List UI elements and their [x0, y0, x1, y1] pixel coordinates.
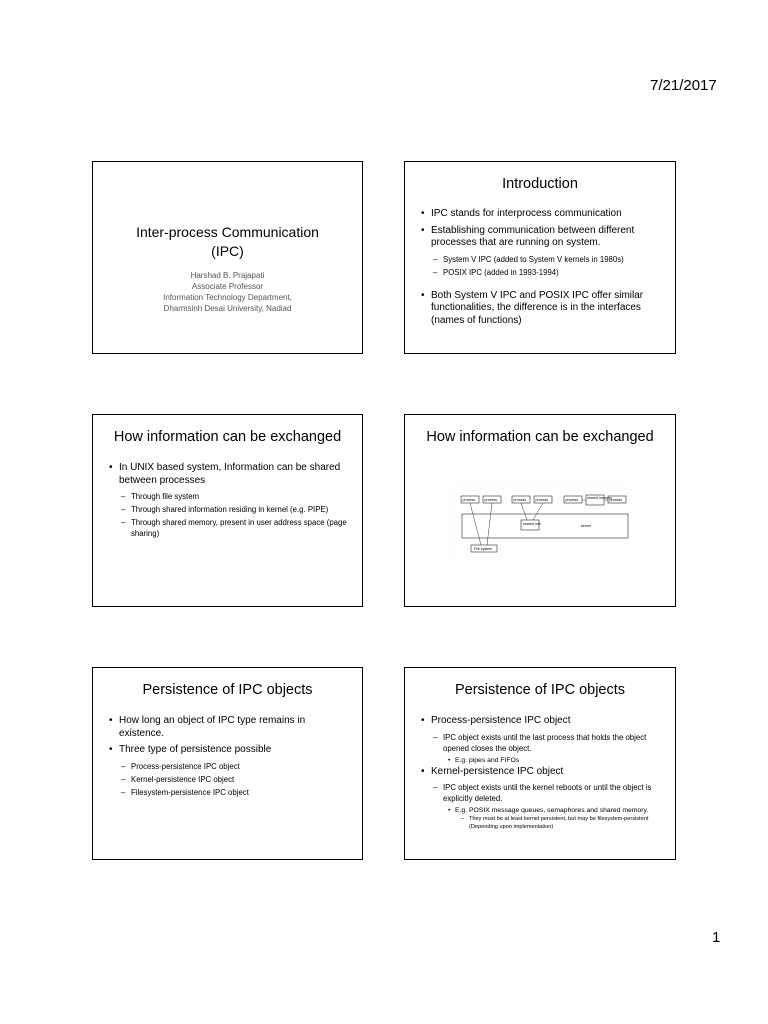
- slide-persistence-details: [404, 667, 676, 860]
- sub-bullet: – Through shared memory, present in user address space (page sharing): [107, 517, 348, 539]
- diagram-label: process: [484, 498, 498, 502]
- slide-heading: Persistence of IPC objects: [142, 682, 313, 698]
- diagram-label: shared info: [523, 522, 541, 526]
- slide-body: [93, 715, 362, 800]
- slide-heading: Introduction: [502, 176, 578, 192]
- sub-bullet: – Filesystem-persistence IPC object: [107, 787, 348, 798]
- ipc-diagram: [453, 485, 629, 563]
- sub-bullet: – IPC object exists until the kernel reboots or until the object is explicitly deleted.: [419, 782, 661, 804]
- bullet: • Three type of persistence possible: [107, 744, 348, 757]
- bullet: • In UNIX based system, Information can be shared between processes: [107, 462, 348, 487]
- diagram-label: process: [462, 498, 476, 502]
- kernel-box: [462, 514, 628, 538]
- bullet: • IPC stands for interprocess communication: [419, 208, 661, 221]
- sub-bullet: – System V IPC (added to System V kernels in 1980s): [419, 254, 661, 265]
- sub-sub-bullet: • E.g. POSIX message queues, semaphores and shared memory.: [419, 806, 661, 815]
- diagram-label: process: [609, 498, 623, 502]
- author-title: Associate Professor: [191, 282, 264, 291]
- slide-title: [92, 161, 363, 354]
- sub-bullet: – Through file system: [107, 491, 348, 502]
- sub-bullet: – Kernel-persistence IPC object: [107, 774, 348, 785]
- slide-body: [405, 715, 675, 831]
- author-block: [93, 270, 362, 314]
- sub-bullet: – POSIX IPC (added in 1993-1994): [419, 267, 661, 278]
- diagram-label: kernel: [581, 524, 591, 528]
- bullet: • Kernel-persistence IPC object: [419, 766, 661, 779]
- title-line-2: (IPC): [211, 243, 244, 259]
- slide-body: [93, 462, 362, 541]
- author-name: Harshad B. Prajapati: [190, 271, 265, 280]
- slide-persistence-overview: [92, 667, 363, 860]
- diagram-label: shared memory: [587, 496, 612, 500]
- print-date: 7/21/2017: [650, 77, 717, 94]
- slide-title-heading: [93, 223, 362, 261]
- bullet: • How long an object of IPC type remains in existence.: [107, 715, 348, 740]
- diagram-label: process: [535, 498, 549, 502]
- sub-bullet: – IPC object exists until the last process that holds the object opened closes the object.: [419, 732, 661, 754]
- diagram-label: process: [513, 498, 527, 502]
- title-line-1: Inter-process Communication: [136, 224, 319, 240]
- note-bullet: – They must be at least kernel persistent, but may be filesystem-persistent (Depending upon implementation): [419, 816, 661, 831]
- author-university: Dharmsinh Desai University, Nadiad: [163, 304, 292, 313]
- slide-body: [405, 208, 675, 331]
- page-number: 1: [712, 929, 721, 946]
- bullet: • Process-persistence IPC object: [419, 715, 661, 728]
- diagram-label: process: [565, 498, 579, 502]
- bullet: • Establishing communication between different processes that are running on system.: [419, 225, 661, 250]
- slide-heading: Persistence of IPC objects: [454, 682, 626, 698]
- sub-bullet: – Process-persistence IPC object: [107, 761, 348, 772]
- sub-bullet: – Through shared information residing in kernel (e.g. PIPE): [107, 504, 348, 515]
- slide-heading: How information can be exchanged: [113, 429, 342, 445]
- sub-sub-bullet: • E.g. pipes and FIFOs: [419, 756, 661, 765]
- author-dept: Information Technology Department,: [163, 293, 292, 302]
- bullet: • Both System V IPC and POSIX IPC offer similar functionalities, the difference is in the interfaces (names of functions): [419, 290, 661, 328]
- slide-information-exchange: [92, 414, 363, 607]
- slide-heading: How information can be exchanged: [426, 429, 654, 445]
- slide-introduction: [404, 161, 676, 354]
- slide-information-exchange-diagram: [404, 414, 676, 607]
- diagram-label: File system: [474, 547, 493, 551]
